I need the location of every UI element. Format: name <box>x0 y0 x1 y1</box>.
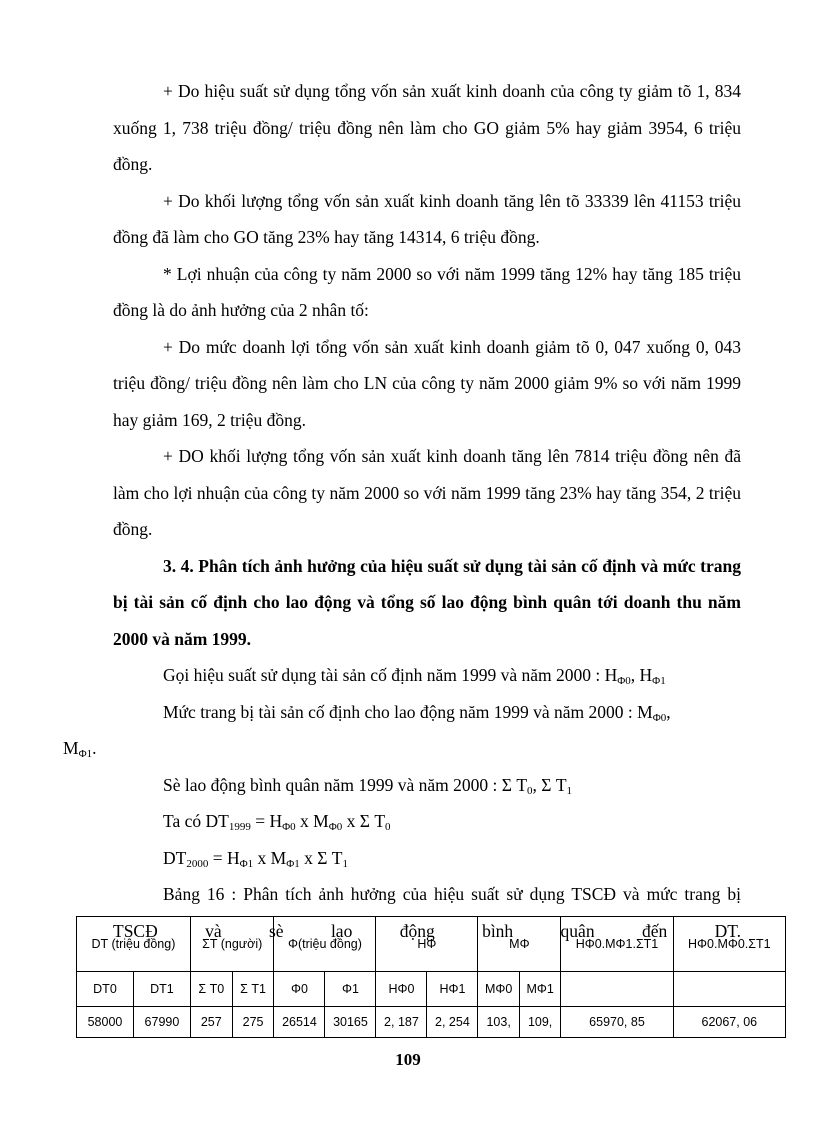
paragraph-5: + DO khối lượng tổng vốn sản xuất kinh doanh tăng lên 7814 triệu đồng nên đã làm cho lợi nhuận của công ty năm 2000 so với năm 1999 tăng 23% hay tăng 354, 2 triệu đồng. <box>113 446 741 539</box>
table-cell: 2, 187 <box>376 1007 427 1038</box>
paragraph-4: + Do mức doanh lợi tổng vốn sản xuất kinh doanh giảm tõ 0, 047 xuống 0, 043 triệu đồng/ triệu đồng nên làm cho LN của công ty năm 2000 giảm 9% so với năm 1999 hay giảm 169, 2 triệu đồng. <box>113 336 741 430</box>
col-h0m0t1: HΦ0.MΦ0.ΣT1 <box>673 917 785 972</box>
col-dt: DT (triệu đồng) <box>77 917 191 972</box>
table-cell: 67990 <box>133 1007 190 1038</box>
formula-line-labor: Sè lao động bình quân năm 1999 và năm 2000 : Σ $T_0$, Σ $T_1$ <box>163 774 573 797</box>
col-phi: Φ(triệu đồng) <box>274 917 376 972</box>
col-sum-t: ΣT (người) <box>190 917 274 972</box>
formula-line-mphi: Mức trang bị tài sản cố định cho lao động năm 1999 và năm 2000 : $M_{\Phi 0}$, $M_{\Phi 1}$. <box>63 701 671 760</box>
table-cell: 109, <box>519 1007 560 1038</box>
table-cell: 65970, 85 <box>561 1007 673 1038</box>
table-cell: 26514 <box>274 1007 325 1038</box>
analysis-table <box>76 916 786 1038</box>
table-cell: 30165 <box>325 1007 376 1038</box>
col-h0m1t1: HΦ0.MΦ1.ΣT1 <box>561 917 673 972</box>
table-cell: 103, <box>478 1007 519 1038</box>
sub-header-cell: MΦ1 <box>519 972 560 1007</box>
sub-header-cell: Σ T0 <box>190 972 232 1007</box>
sub-header-cell <box>561 972 673 1007</box>
paragraph-2: + Do khối lượng tổng vốn sản xuất kinh doanh tăng lên tõ 33339 lên 41153 triệu đồng đã làm cho GO tăng 23% hay tăng 14314, 6 triệu đồng. <box>113 190 741 247</box>
sub-header-cell: Φ0 <box>274 972 325 1007</box>
section-heading: 3. 4. Phân tích ảnh hưởng của hiệu suất sử dụng tài sản cố định và mức trang bị tài sản cố định cho lao động và tổng số lao động bình quân tới doanh thu năm 2000 và năm 1999. <box>113 555 741 649</box>
sub-header-cell: MΦ0 <box>478 972 519 1007</box>
sub-header-cell: Σ T1 <box>232 972 274 1007</box>
col-h-phi: HΦ <box>376 917 478 972</box>
sub-header-cell: HΦ0 <box>376 972 427 1007</box>
sub-header-cell: Φ1 <box>325 972 376 1007</box>
table-caption: Bảng 16 : Phân tích ảnh hưởng của hiệu suất sử dụng TSCĐ và mức trang bị TSCĐ và sè lao động bình quân đến DT. <box>113 884 741 941</box>
table-cell: 2, 254 <box>427 1007 478 1038</box>
page-number: 109 <box>395 1050 421 1069</box>
col-m-phi: MΦ <box>478 917 561 972</box>
formula-dt1999: Ta có $DT_{1999} = H_{\Phi 0}$ x $M_{\Phi 0}$ x Σ $T_0$ <box>163 811 391 833</box>
table-cell: 58000 <box>77 1007 134 1038</box>
sub-header-cell: HΦ1 <box>427 972 478 1007</box>
paragraph-3: * Lợi nhuận của công ty năm 2000 so với năm 1999 tăng 12% hay tăng 185 triệu đồng là do ảnh hưởng của 2 nhân tố: <box>113 263 741 320</box>
table-cell: 257 <box>190 1007 232 1038</box>
formula-dt2000: $DT_{2000} = H_{\Phi 1}$ x $M_{\Phi 1}$ x Σ $T_1$ <box>163 847 349 870</box>
paragraph-1: + Do hiệu suất sử dụng tổng vốn sản xuất kinh doanh của công ty giảm tõ 1, 834 xuống 1, 738 triệu đồng/ triệu đồng nên làm cho GO giảm 5% hay giảm 3954, 6 triệu đồng. <box>113 81 741 174</box>
formula-line-hphi: Gọi hiệu suất sử dụng tài sản cố định năm 1999 và năm 2000 : $H_{\Phi 0}$, $H_{\Phi 1}$ <box>163 665 666 687</box>
sub-header-cell: DT1 <box>133 972 190 1007</box>
table-cell: 62067, 06 <box>673 1007 785 1038</box>
sub-header-cell: DT0 <box>77 972 134 1007</box>
sub-header-cell <box>673 972 785 1007</box>
table-cell: 275 <box>232 1007 274 1038</box>
